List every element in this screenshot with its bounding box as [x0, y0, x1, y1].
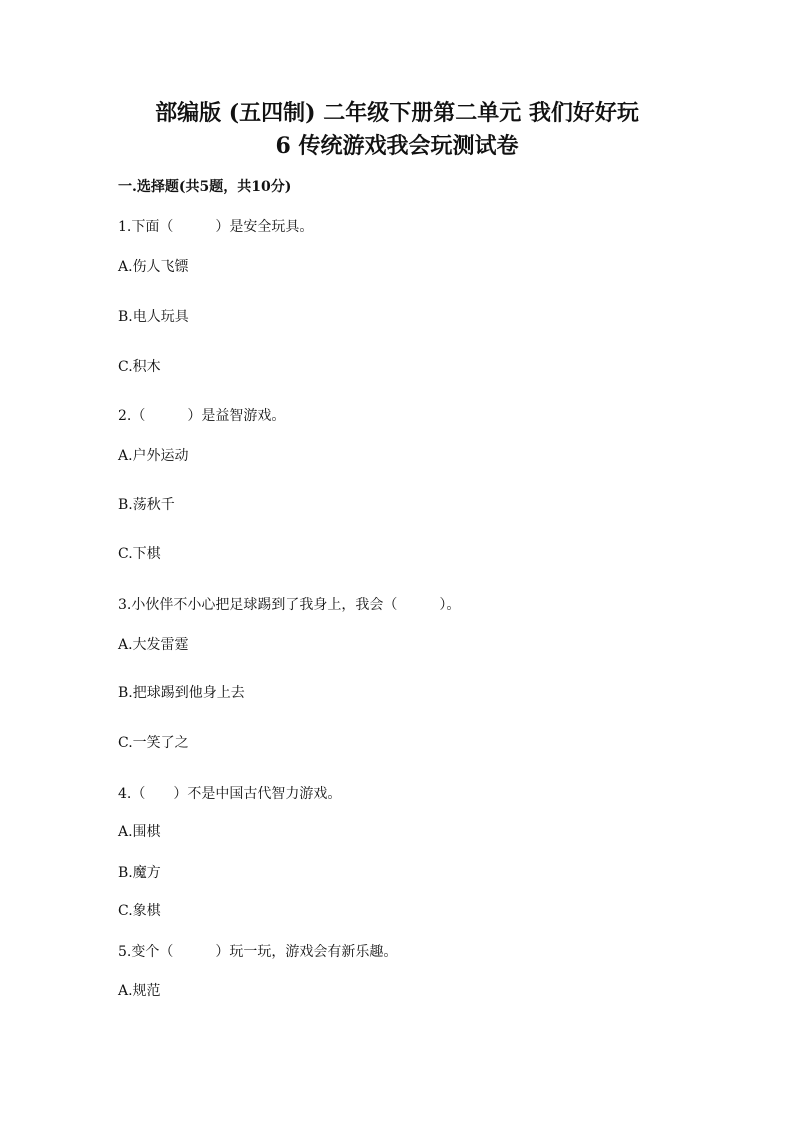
- question-1-option-a: A.伤人飞镖: [118, 259, 189, 275]
- question-3-option-b: B.把球踢到他身上去: [118, 685, 245, 701]
- question-5-stem: 5.变个（ ）玩一玩，游戏会有新乐趣。: [118, 944, 398, 960]
- question-4-option-c: C.象棋: [118, 903, 161, 919]
- document-title-line-1: 部编版 (五四制) 二年级下册第二单元 我们好好玩: [155, 100, 639, 126]
- question-1-stem: 1.下面（ ）是安全玩具。: [118, 219, 314, 235]
- question-5-option-a: A.规范: [118, 983, 161, 999]
- question-2-stem: 2.（ ）是益智游戏。: [118, 408, 286, 424]
- question-3-stem: 3.小伙伴不小心把足球踢到了我身上，我会（ ）。: [118, 597, 461, 613]
- question-2-option-c: C.下棋: [118, 546, 161, 562]
- question-3-option-a: A.大发雷霆: [118, 637, 189, 653]
- document-title-line-2: 6 传统游戏我会玩测试卷: [275, 133, 519, 159]
- question-4-option-b: B.魔方: [118, 865, 161, 881]
- question-3-option-c: C.一笑了之: [118, 735, 189, 751]
- question-4-option-a: A.围棋: [118, 824, 161, 840]
- question-1-option-b: B.电人玩具: [118, 309, 189, 325]
- question-2-option-b: B.荡秋千: [118, 497, 175, 513]
- question-1-option-c: C.积木: [118, 359, 161, 375]
- section-heading: 一.选择题(共5题，共10分): [118, 179, 292, 195]
- question-2-option-a: A.户外运动: [118, 448, 189, 464]
- question-4-stem: 4.（ ）不是中国古代智力游戏。: [118, 786, 342, 802]
